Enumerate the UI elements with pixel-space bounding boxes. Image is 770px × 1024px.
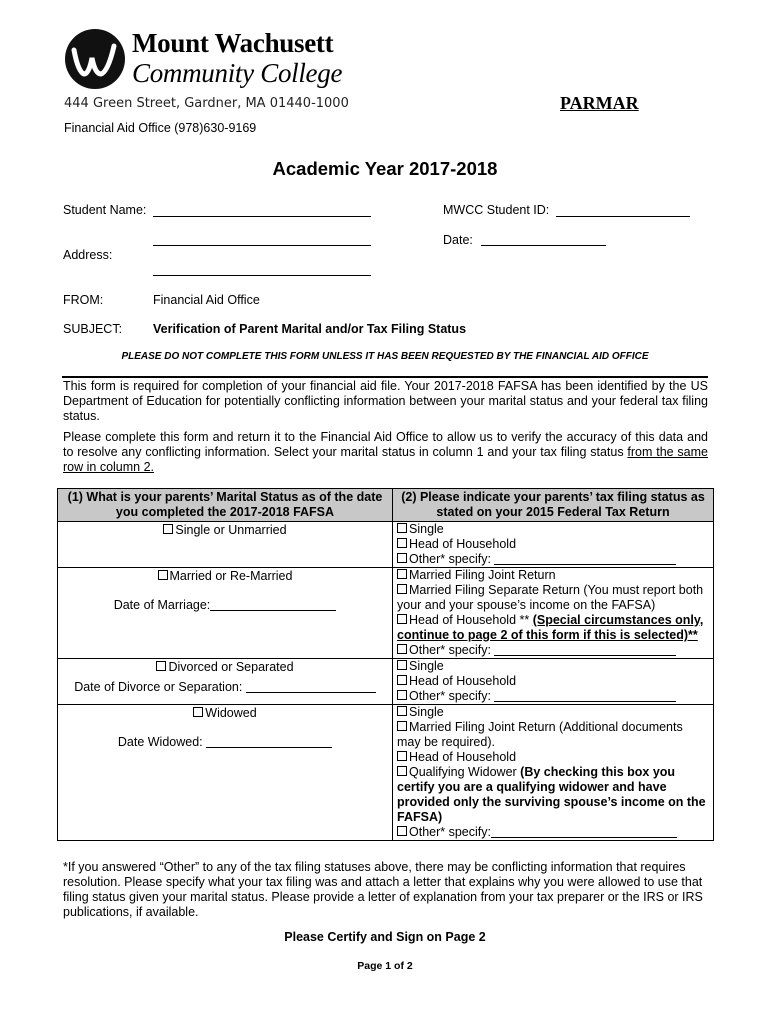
divorce-date-field[interactable]	[246, 680, 376, 693]
page-title: Academic Year 2017-2018	[272, 158, 498, 179]
college-name-line2: Community College	[132, 58, 343, 88]
filing-option[interactable]	[397, 674, 709, 689]
widowed-date-row	[62, 735, 388, 750]
college-name-line1: Mount Wachusett	[132, 28, 334, 58]
filing-option-label: Single	[409, 659, 444, 673]
divorced-option[interactable]	[62, 659, 388, 675]
date-label: Date:	[443, 233, 473, 247]
checkbox[interactable]	[397, 675, 407, 685]
divorce-date-row	[62, 680, 388, 695]
filing-option-label: Other* specify:	[409, 643, 495, 657]
checkbox[interactable]	[397, 538, 407, 548]
student-id-label: MWCC Student ID:	[443, 203, 550, 217]
filing-option[interactable]	[397, 583, 709, 613]
student-name-field[interactable]	[153, 216, 371, 217]
from-value: Financial Aid Office	[153, 293, 260, 307]
checkbox[interactable]	[397, 721, 407, 731]
row-married-filing	[393, 568, 714, 659]
filing-option-label: Other* specify:	[409, 552, 495, 566]
subject-label: SUBJECT:	[63, 322, 123, 336]
request-notice: PLEASE DO NOT COMPLETE THIS FORM UNLESS IT HAS BEEN REQUESTED BY THE FINANCIAL AID OFFICE	[121, 351, 649, 362]
filing-option[interactable]	[397, 659, 709, 674]
checkbox[interactable]	[397, 614, 407, 624]
row-widowed-filing	[393, 705, 714, 841]
widowed-date-label: Date Widowed:	[117, 735, 207, 749]
intro-paragraph-1: This form is required for completion of your financial aid file. Your 2017-2018 FAFSA has been identified by the US Department of Education for potentially conflicting information between your marital status and your federal tax filing status.	[63, 379, 708, 423]
widowed-option-label: Widowed	[205, 706, 257, 720]
qualifying-widower-note: (By checking this box you certify you are a qualifying widower and have provided only the surviving spouse’s income on the FAFSA)	[397, 765, 706, 824]
row-divorced-filing	[393, 659, 714, 705]
address-label: Address:	[63, 248, 113, 262]
other-footnote: *If you answered “Other” to any of the tax filing statuses above, there may be conflicting information that requires resolution. Please specify what your tax filing was and attach a letter that explains why you were allowed to use that filing status given your marital status. Please provide a letter of explanation from your tax preparer or the IRS or IRS publications, if available.	[63, 860, 703, 919]
checkbox[interactable]	[397, 644, 407, 654]
filing-option[interactable]	[397, 522, 709, 537]
certify-note: Please Certify and Sign on Page 2	[284, 930, 486, 944]
filing-option-label: Other* specify:	[409, 825, 491, 839]
date-field[interactable]	[481, 245, 606, 246]
checkbox[interactable]	[163, 524, 173, 534]
checkbox[interactable]	[397, 766, 407, 776]
divorced-option-label: Divorced or Separated	[168, 660, 294, 674]
college-address: 444 Green Street, Gardner, MA 01440-1000	[64, 96, 349, 111]
checkbox[interactable]	[397, 690, 407, 700]
column-1-header: (1) What is your parents’ Marital Status as of the date you completed the 2017-2018 FAFSA	[58, 489, 393, 522]
student-name-label: Student Name:	[63, 203, 147, 217]
married-option-label: Married or Re-Married	[169, 569, 293, 583]
divorce-date-label: Date of Divorce or Separation:	[74, 680, 246, 694]
checkbox[interactable]	[397, 523, 407, 533]
row-divorced-status	[58, 659, 393, 705]
filing-option-label: Head of Household	[409, 750, 517, 764]
widowed-date-field[interactable]	[206, 735, 332, 748]
filing-option-label: Other* specify:	[409, 689, 495, 703]
office-phone: Financial Aid Office (978)630-9169	[64, 121, 257, 135]
filing-option[interactable]	[397, 689, 709, 704]
column-2-header: (2) Please indicate your parents’ tax filing status as stated on your 2015 Federal Tax Return	[393, 489, 714, 522]
filing-option-label: Head of Household	[409, 537, 517, 551]
filing-option[interactable]	[397, 552, 709, 567]
checkbox[interactable]	[158, 570, 168, 580]
marriage-date-row	[62, 598, 388, 613]
filing-option[interactable]	[397, 613, 709, 643]
college-logo-mark	[64, 28, 126, 90]
filing-option[interactable]	[397, 825, 709, 840]
divider	[62, 376, 708, 378]
row-married-status	[58, 568, 393, 659]
intro-paragraph-2	[63, 430, 708, 475]
specify-field[interactable]	[494, 643, 676, 656]
filing-option-label: Married Filing Joint Return	[409, 568, 556, 582]
intro-paragraph-2-text: Please complete this form and return it to the Financial Aid Office to allow us to verify the accuracy of this data and to resolve any conflicting information. Select your marital status in column 1 and your tax filing status	[63, 430, 708, 459]
filing-option[interactable]	[397, 537, 709, 552]
checkbox[interactable]	[397, 569, 407, 579]
checkbox[interactable]	[397, 660, 407, 670]
intro-paragraph-2-underlined: from the same row in column 2.	[63, 445, 708, 474]
checkbox[interactable]	[193, 707, 203, 717]
subject-value: Verification of Parent Marital and/or Tax Filing Status	[153, 322, 467, 336]
address-line-2[interactable]	[153, 275, 371, 276]
checkbox[interactable]	[397, 553, 407, 563]
filing-option[interactable]	[397, 750, 709, 765]
filing-option-label: Qualifying Widower	[409, 765, 521, 779]
specify-field[interactable]	[494, 689, 676, 702]
filing-option[interactable]	[397, 568, 709, 583]
filing-option-label: Head of Household **	[409, 613, 533, 627]
row-widowed-status	[58, 705, 393, 841]
married-option[interactable]	[62, 568, 388, 584]
row-single-status	[58, 522, 393, 568]
filing-option[interactable]	[397, 765, 709, 825]
checkbox[interactable]	[397, 826, 407, 836]
address-line-1[interactable]	[153, 245, 371, 246]
single-option[interactable]	[62, 522, 388, 538]
filing-option-label: Single	[409, 522, 444, 536]
status-table	[57, 488, 714, 841]
filing-option-label: Married Filing Joint Return (Additional documents may be required).	[397, 720, 683, 749]
specify-field[interactable]	[491, 825, 677, 838]
checkbox[interactable]	[397, 584, 407, 594]
marriage-date-label: Date of Marriage:	[113, 598, 211, 612]
page-number: Page 1 of 2	[357, 960, 413, 972]
checkbox[interactable]	[156, 661, 166, 671]
specify-field[interactable]	[494, 552, 676, 565]
filing-option-label: Married Filing Separate Return (You must report both your and your spouse’s income on the FAFSA)	[397, 583, 704, 612]
name-stamp: PARMAR	[560, 93, 639, 113]
from-label: FROM:	[63, 293, 104, 307]
student-id-field[interactable]	[556, 216, 690, 217]
row-single-filing	[393, 522, 714, 568]
marriage-date-field[interactable]	[210, 598, 336, 611]
widowed-option[interactable]	[62, 705, 388, 721]
filing-option[interactable]	[397, 643, 709, 658]
filing-option[interactable]	[397, 720, 709, 750]
checkbox[interactable]	[397, 706, 407, 716]
filing-option-label: Head of Household	[409, 674, 517, 688]
filing-option-label: Single	[409, 705, 444, 719]
special-circumstances-note: (Special circumstances only, continue to page 2 of this form if this is selected)**	[397, 613, 704, 642]
checkbox[interactable]	[397, 751, 407, 761]
single-option-label: Single or Unmarried	[175, 523, 287, 537]
filing-option[interactable]	[397, 705, 709, 720]
